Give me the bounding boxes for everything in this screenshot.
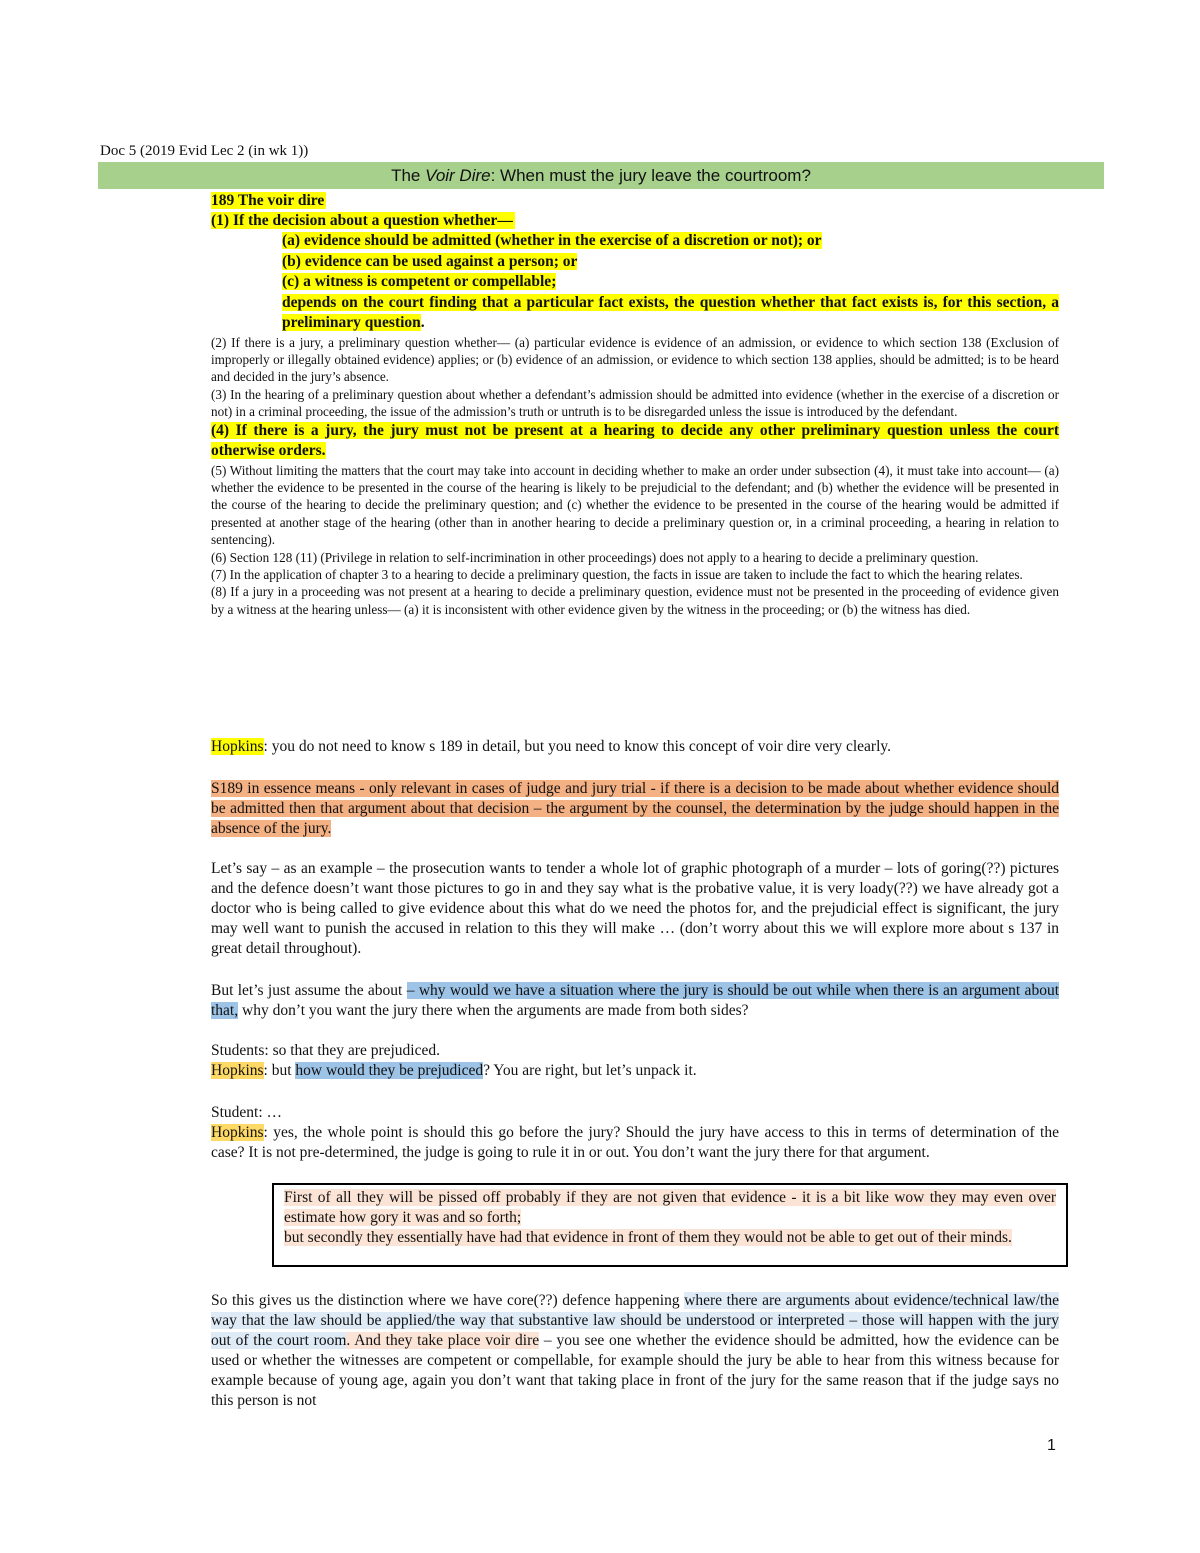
subsection-4: (4) If there is a jury, the jury must not be present at a hearing to decide any other preliminary question unless the court otherwise orders.	[211, 421, 1059, 460]
section-title	[98, 162, 1104, 189]
subsection-8: (8) If a jury in a proceeding was not present at a hearing to decide a preliminary question, evidence must not be presented in the proceeding of evidence given by a witness at the hearing unless— (a) it is inconsistent with other evidence given by the witness in the proceeding; or (b) the witness has died.	[211, 584, 1059, 617]
speaker-name: Hopkins	[211, 1062, 264, 1079]
title-prefix: The	[391, 166, 426, 185]
note-paragraph-4: But let’s just assume the about – why would we have a situation where the jury is should be out while when there is an argument about that, why don’t you want the jury there when the arguments are made from both sides?	[211, 982, 1059, 1019]
statute-extract	[211, 191, 1059, 618]
boxed-reasons	[272, 1183, 1068, 1267]
student-line: Student: …	[211, 1104, 283, 1121]
subsection-1-c: (c) a witness is competent or compellable;	[282, 273, 557, 290]
subsection-2: (2) If there is a jury, a preliminary question whether— (a) particular evidence is evidence of an admission, or evidence to which section 138 (Exclusion of improperly or illegally obtained evidence) applies; or (b) evidence of an admission, or evidence to which section 138 applies, should be admitted; is to be heard and decided in the jury’s absence.	[211, 334, 1059, 385]
hopkins-line: Hopkins: but how would they be prejudiced? You are right, but let’s unpack it.	[211, 1062, 697, 1079]
speaker-name: Hopkins	[211, 1124, 264, 1141]
note-paragraph-2: S189 in essence means - only relevant in cases of judge and jury trial - if there is a decision to be made about whether evidence should be admitted then that argument about that decision – the argument by the counsel, the determination by the judge should happen in the absence of the jury.	[211, 780, 1059, 837]
subsection-5: (5) Without limiting the matters that the court may take into account in deciding whether to make an order under subsection (4), it must take into account— (a) whether the evidence to be presented in the course of the hearing is likely to be prejudicial to the defendant; and (b) whether the evidence will be presented in the course of the hearing to decide the preliminary question; and (c) whether the evidence to be presented in the course of the hearing would be admitted if presented at another stage of the hearing (other than in another hearing to decide a preliminary question or, in a criminal proceeding, a hearing in relation to sentencing).	[211, 462, 1059, 548]
note-paragraph-3: Let’s say – as an example – the prosecution wants to tender a whole lot of graphic photograph of a murder – lots of goring(??) pictures and the defence doesn’t want those pictures to go in and they say what is the probative value, it is very loady(??) we have already got a doctor who is being called to give evidence about this what do we need the photos for, and the prejudicial effect is significant, the jury may well want to punish the accused in relation to this they will make … (don’t worry about this we will explore more about s 137 in great detail throughout).	[211, 860, 1059, 957]
subsection-6: (6) Section 128 (11) (Privilege in relation to self-incrimination in other proceedings) does not apply to a hearing to decide a preliminary question.	[211, 549, 979, 565]
note-paragraph-7: So this gives us the distinction where we have core(??) defence happening where there are arguments about evidence/technical law/the way that the law should be applied/the way that substantive law should be understood or interpreted – those will happen with the jury out of the court room. And they take place voir dire – you see one whether the evidence should be admitted, how the evidence can be used or whether the witnesses are competent or compellable, for example should the jury be able to hear from this witness because for example because of young age, again you don’t want that taking place in front of the jury for the same reason that if the judge says no this person is not	[211, 1292, 1059, 1409]
note-paragraph-5	[211, 1041, 1059, 1081]
page-number: 1	[1047, 1437, 1056, 1454]
title-suffix: : When must the jury leave the courtroom?	[490, 166, 811, 185]
subsection-3: (3) In the hearing of a preliminary question about whether a defendant’s admission should be admitted into evidence (whether in the exercise of a discretion or not) in a criminal proceeding, the issue of the admission’s truth or untruth is to be disregarded unless the issue is introduced by the defendant.	[211, 386, 1059, 420]
hopkins-line: Hopkins: yes, the whole point is should this go before the jury? Should the jury have access to this in terms of determination of the case? It is not pre-determined, the judge is going to rule it in or out. You don’t want the jury there for that argument.	[211, 1124, 1059, 1161]
subsection-1-lead: (1) If the decision about a question whether—	[211, 212, 513, 229]
students-line: Students: so that they are prejudiced.	[211, 1042, 440, 1059]
subsection-1-a: (a) evidence should be admitted (whether in the exercise of a discretion or not); or	[282, 232, 822, 249]
box-reason-2: but secondly they essentially have had that evidence in front of them they would not be able to get out of their minds.	[284, 1229, 1012, 1246]
subsection-1-b: (b) evidence can be used against a person; or	[282, 252, 578, 270]
note-paragraph-6	[211, 1103, 1059, 1163]
title-italic: Voir Dire	[425, 166, 491, 185]
box-reason-1: First of all they will be pissed off probably if they are not given that evidence - it is a bit like wow they may even over estimate how gory it was and so forth;	[284, 1189, 1056, 1226]
note-paragraph-1: Hopkins: you do not need to know s 189 in detail, but you need to know this concept of voir dire very clearly.	[211, 738, 892, 755]
section-heading: 189 The voir dire	[211, 192, 325, 209]
speaker-name: Hopkins	[211, 738, 264, 755]
document-header: Doc 5 (2019 Evid Lec 2 (in wk 1))	[100, 143, 309, 159]
subsection-7: (7) In the application of chapter 3 to a hearing to decide a preliminary question, the facts in issue are taken to include the fact to which the hearing relates.	[211, 566, 1023, 582]
subsection-1-tail: depends on the court finding that a particular fact exists, the question whether that fact exists is, for this section, a preliminary question.	[282, 293, 1059, 331]
